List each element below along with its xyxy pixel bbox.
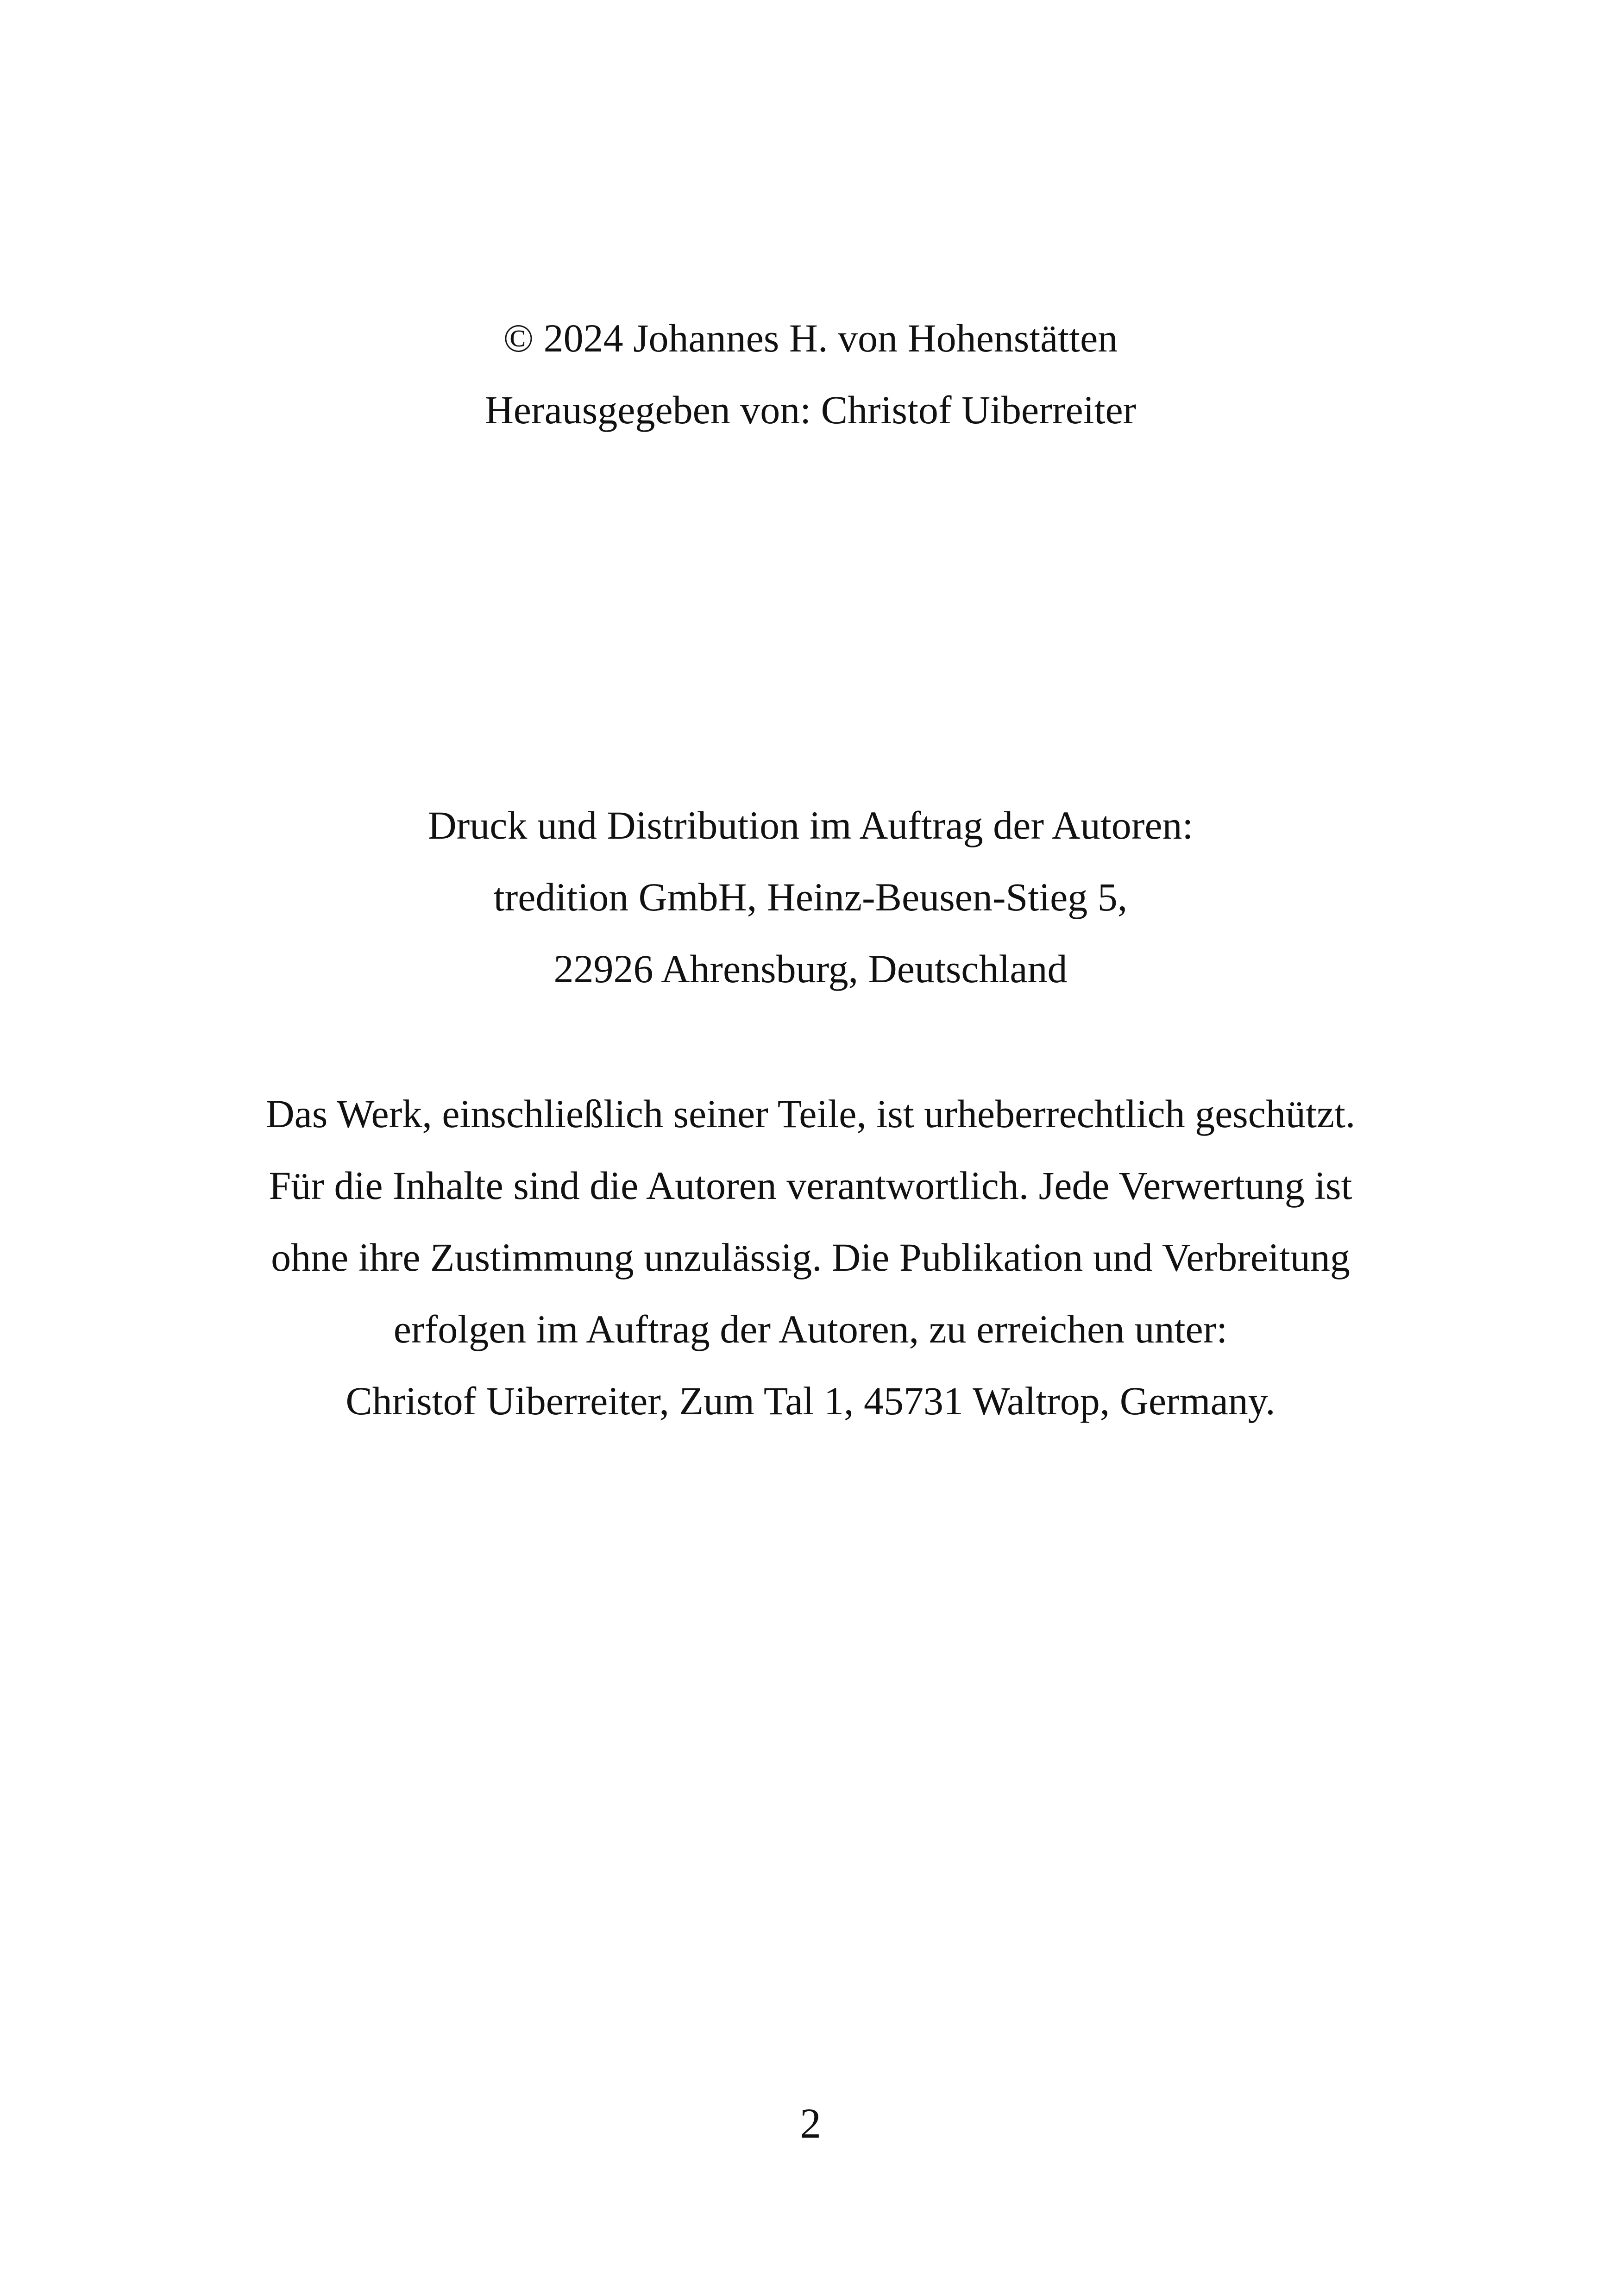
legal-line-1: Das Werk, einschließlich seiner Teile, ist urheberrechtlich geschützt. [265,1092,1356,1136]
legal-line-3: ohne ihre Zustimmung unzulässig. Die Publikation und Verbreitung [271,1235,1350,1280]
legal-line-2: Für die Inhalte sind die Autoren verantwortlich. Jede Verwertung ist [269,1163,1352,1208]
copyright-line: © 2024 Johannes H. von Hohenstätten [503,316,1118,360]
distribution-line-1: Druck und Distribution im Auftrag der Autoren: [427,803,1194,847]
page-number: 2 [800,2100,821,2147]
editor-line: Herausgegeben von: Christof Uiberreiter [484,388,1137,432]
distribution-line-2: tredition GmbH, Heinz-Beusen-Stieg 5, [493,875,1128,919]
legal-line-5: Christof Uiberreiter, Zum Tal 1, 45731 Waltrop, Germany. [346,1379,1275,1423]
legal-line-4: erfolgen im Auftrag der Autoren, zu erreichen unter: [393,1307,1228,1351]
distribution-line-3: 22926 Ahrensburg, Deutschland [553,947,1068,991]
